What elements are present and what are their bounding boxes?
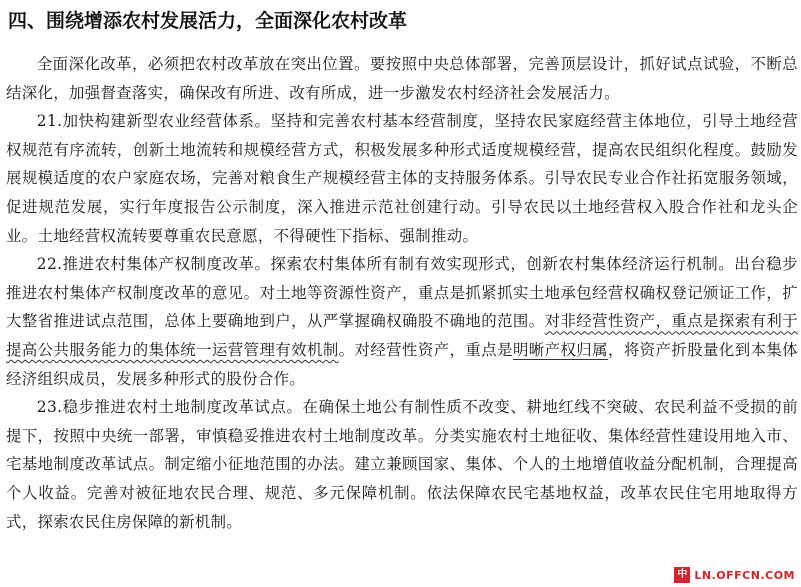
underlined-text: 明晰产权归属 [512,340,608,359]
paragraph-21: 21.加快构建新型农业经营体系。坚持和完善农村基本经营制度，坚持农民家庭经营主体地位，引导土地经营权规范有序流转，创新土地流转和规模经营方式，积极发展多种形式适度规模经营，提高农民组织化程度。鼓励发展规模适度的农户家庭农场，完善对粮食生产规模经营主体的支持服务体系。引导农民专业合作社拓宽服务领域，促进规范发展，实行年度报告公示制度，深入推进示范社创建行动。引导农民以土地经营权入股合作社和龙头企业。土地经营权流转要尊重农民意愿，不得硬性下指标、强制推动。 [6,112,798,245]
document-body [6,50,798,536]
watermark-logo-icon: 中 [674,567,690,583]
site-watermark [674,567,795,583]
paragraph-23: 23.稳步推进农村土地制度改革试点。在确保土地公有制性质不改变、耕地红线不突破、农民利益不受损的前提下，按照中央统一部署，审慎稳妥推进农村土地制度改革。分类实施农村土地征收、集体经营性建设用地入市、宅基地制度改革试点。制定缩小征地范围的办法。建立兼顾国家、集体、个人的土地增值收益分配机制，合理提高个人收益。完善对被征地农民合理、规范、多元保障机制。依法保障农民宅基地权益，改革农民住宅用地取得方式，探索农民住房保障的新机制。 [6,398,798,531]
section-heading: 四、围绕增添农村发展活力，全面深化农村改革 [8,10,408,32]
paragraph-22-text-2: 。对经营性资产，重点是 [338,340,513,359]
wavy-underlined-text: 对非经营性资产，重点是探索有利于提高公共服务能力的集体统一运营管理有效机制 [6,312,798,359]
paragraph-22-text-1: 22.推进农村集体产权制度改革。探索农村集体所有制有效实现形式，创新农村集体经济运行机制。出台稳步推进农村集体产权制度改革的意见。对土地等资源性资产，重点是抓紧抓实土地承包经营权确权登记颁证工作，扩大整省推进试点范围，总体上要确地到户，从严掌握确权确股不确地的范围。 [6,255,798,331]
paragraph-22 [6,250,798,393]
intro-paragraph: 全面深化改革，必须把农村改革放在突出位置。要按照中央总体部署，完善顶层设计，抓好试点试验，不断总结深化，加强督查落实，确保改有所进、改有所成，进一步激发农村经济社会发展活力。 [6,55,798,102]
watermark-text: LN.OFFCN.COM [694,568,795,582]
paragraph-22-text-3: ，将资产折股量化到本集体经济组织成员，发展多种形式的股份合作。 [6,340,798,388]
